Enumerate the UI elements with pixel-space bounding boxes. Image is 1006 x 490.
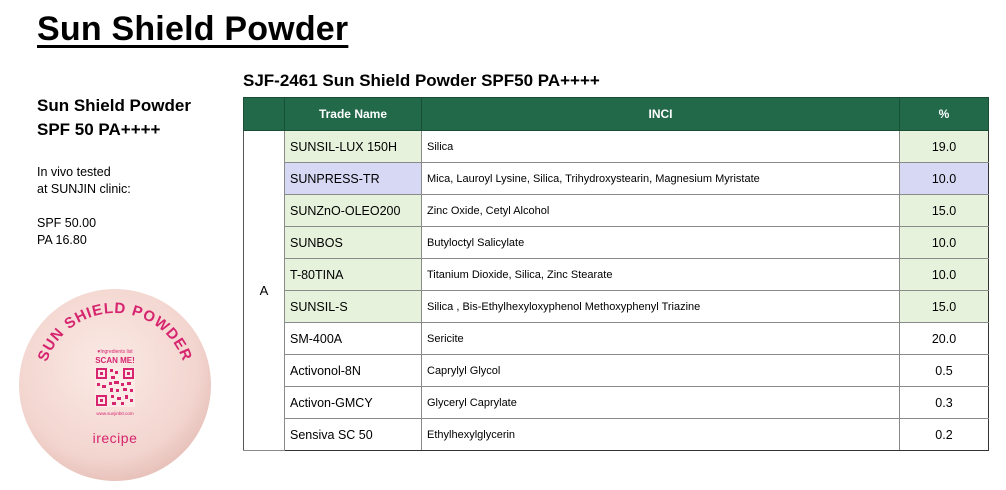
table-row <box>244 419 989 451</box>
trade-name-cell: SUNSIL-LUX 150H <box>285 131 422 163</box>
compact-ingredients-text: ♥Ingredients list <box>97 349 133 355</box>
percent-cell: 15.0 <box>900 291 989 323</box>
trade-name-cell: Activon-GMCY <box>285 387 422 419</box>
percent-cell: 0.2 <box>900 419 989 451</box>
inci-cell: Caprylyl Glycol <box>422 355 900 387</box>
percent-cell: 0.5 <box>900 355 989 387</box>
formula-title: SJF-2461 Sun Shield Powder SPF50 PA++++ <box>243 71 600 90</box>
percent-cell: 15.0 <box>900 195 989 227</box>
product-name-line1: Sun Shield Powder <box>37 96 191 115</box>
trade-name-cell: T-80TINA <box>285 259 422 291</box>
pa-value: PA 16.80 <box>37 233 87 247</box>
trade-name-cell: SUNBOS <box>285 227 422 259</box>
brand-logo-text: irecipe <box>92 430 138 446</box>
inci-cell: Glyceryl Caprylate <box>422 387 900 419</box>
header-percent: % <box>900 98 989 131</box>
table-row <box>244 355 989 387</box>
percent-cell: 0.3 <box>900 387 989 419</box>
test-info <box>37 164 131 249</box>
header-trade-name: Trade Name <box>285 98 422 131</box>
spf-value: SPF 50.00 <box>37 216 97 230</box>
percent-cell: 19.0 <box>900 131 989 163</box>
percent-cell: 10.0 <box>900 259 989 291</box>
table-row <box>244 387 989 419</box>
formula-table <box>243 97 989 451</box>
inci-cell: Zinc Oxide, Cetyl Alcohol <box>422 195 900 227</box>
compact-scan-text: SCAN ME! <box>95 356 135 365</box>
inci-cell: Silica <box>422 131 900 163</box>
page-title: Sun Shield Powder <box>37 10 349 48</box>
inci-cell: Ethylhexylglycerin <box>422 419 900 451</box>
header-phase <box>244 98 285 131</box>
table-row <box>244 227 989 259</box>
product-name-line2: SPF 50 PA++++ <box>37 120 161 139</box>
inci-cell: Titanium Dioxide, Silica, Zinc Stearate <box>422 259 900 291</box>
inci-cell: Butyloctyl Salicylate <box>422 227 900 259</box>
trade-name-cell: Sensiva SC 50 <box>285 419 422 451</box>
test-info-line2: at SUNJIN clinic: <box>37 182 131 196</box>
inci-cell: Silica , Bis-Ethylhexyloxyphenol Methoxyphenyl Triazine <box>422 291 900 323</box>
compact-url-text: www.sunjinbtr.com <box>96 411 134 416</box>
product-name <box>37 94 191 142</box>
phase-cell: A <box>244 131 285 451</box>
table-header-row <box>244 98 989 131</box>
trade-name-cell: SUNZnO-OLEO200 <box>285 195 422 227</box>
percent-cell: 20.0 <box>900 323 989 355</box>
header-inci: INCI <box>422 98 900 131</box>
trade-name-cell: SUNPRESS-TR <box>285 163 422 195</box>
table-row <box>244 131 989 163</box>
percent-cell: 10.0 <box>900 163 989 195</box>
table-row <box>244 259 989 291</box>
inci-cell: Sericite <box>422 323 900 355</box>
powder-compact-image <box>15 285 215 485</box>
qr-code-icon <box>95 367 135 407</box>
inci-cell: Mica, Lauroyl Lysine, Silica, Trihydroxystearin, Magnesium Myristate <box>422 163 900 195</box>
trade-name-cell: Activonol-8N <box>285 355 422 387</box>
compact-arc-text: SUN SHIELD POWDER <box>34 299 196 364</box>
percent-cell: 10.0 <box>900 227 989 259</box>
trade-name-cell: SM-400A <box>285 323 422 355</box>
table-row <box>244 163 989 195</box>
table-row <box>244 291 989 323</box>
test-info-line1: In vivo tested <box>37 165 111 179</box>
table-row <box>244 323 989 355</box>
trade-name-cell: SUNSIL-S <box>285 291 422 323</box>
table-row <box>244 195 989 227</box>
